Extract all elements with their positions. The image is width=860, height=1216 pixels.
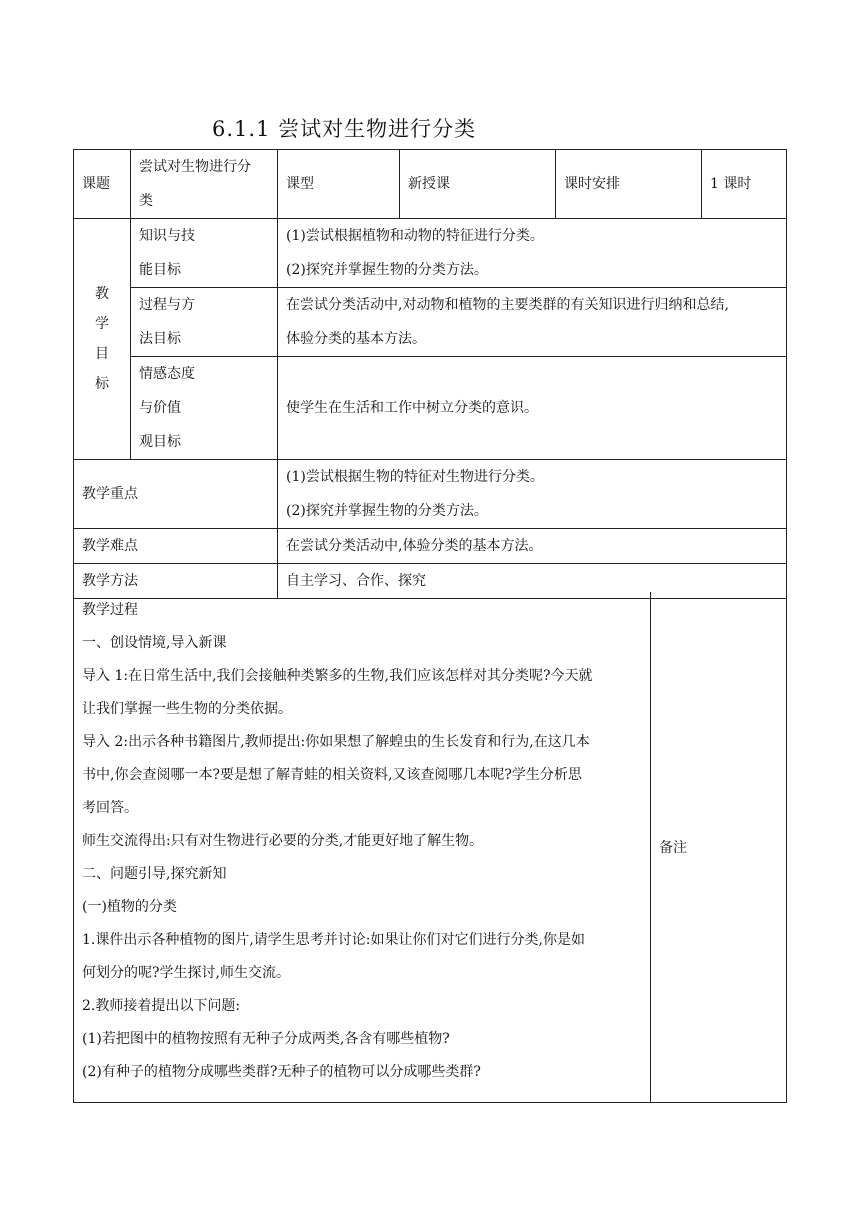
process-line: 一、创设情境,导入新课 [82, 635, 227, 651]
methods-label: 教学方法 [74, 564, 278, 599]
process-line: 何划分的呢?学生探讨,师生交流。 [82, 965, 290, 981]
process-line: 1.课件出示各种植物的图片,请学生思考并讨论:如果让你们对它们进行分类,你是如 [82, 932, 585, 948]
schedule-label: 课时安排 [556, 150, 702, 219]
process-line: 师生交流得出:只有对生物进行必要的分类,才能更好地了解生物。 [82, 833, 484, 849]
process-line: (1)若把图中的植物按照有无种子分成两类,各含有哪些植物? [82, 1031, 450, 1047]
process-line: 教学过程 [82, 602, 138, 618]
difficult-points-row [74, 529, 787, 564]
header-row [74, 150, 787, 219]
subject-label: 课题 [74, 150, 131, 219]
key-points-label: 教学重点 [74, 460, 278, 529]
goal-process-label: 过程与方 法目标 [131, 288, 278, 357]
process-line: (2)有种子的植物分成哪些类群?无种子的植物可以分成哪些类群? [82, 1064, 481, 1080]
goal-emotion-content: 使学生在生活和工作中树立分类的意识。 [278, 357, 787, 460]
goal-knowledge-content: (1)尝试根据植物和动物的特征进行分类。 (2)探究并掌握生物的分类方法。 [278, 219, 787, 288]
key-points-row [74, 460, 787, 529]
goal-emotion-row [74, 357, 787, 460]
process-line: (一)植物的分类 [82, 899, 177, 915]
process-line: 导入 1:在日常生活中,我们会接触种类繁多的生物,我们应该怎样对其分类呢?今天就 [82, 668, 593, 684]
process-line: 二、问题引导,探究新知 [82, 866, 227, 882]
type-value: 新授课 [400, 150, 556, 219]
methods-content: 自主学习、合作、探究 [278, 564, 787, 599]
process-line: 导入 2:出示各种书籍图片,教师提出:你如果想了解蝗虫的生长发育和行为,在这几本 [82, 734, 590, 750]
teaching-process-table [73, 592, 787, 1103]
process-line: 让我们掌握一些生物的分类依据。 [82, 701, 292, 717]
type-label: 课型 [278, 150, 400, 219]
process-line: 考回答。 [82, 800, 138, 816]
subject-value-line: 尝试对生物进行分 [139, 159, 251, 175]
process-line: 书中,你会查阅哪一本?要是想了解青蛙的相关资料,又该查阅哪几本呢?学生分析思 [82, 767, 582, 783]
lesson-plan-table [73, 149, 787, 599]
goal-knowledge-label: 知识与技 能目标 [131, 219, 278, 288]
teaching-process-row [74, 592, 787, 1102]
subject-value-line: 类 [139, 193, 153, 209]
goal-process-row [74, 288, 787, 357]
difficult-points-label: 教学难点 [74, 529, 278, 564]
process-line: 2.教师接着提出以下问题: [82, 998, 241, 1014]
key-points-content: (1)尝试根据生物的特征对生物进行分类。 (2)探究并掌握生物的分类方法。 [278, 460, 787, 529]
goal-emotion-label: 情感态度 与价值 观目标 [131, 357, 278, 460]
schedule-value: 1 课时 [702, 150, 787, 219]
teaching-process-content [74, 592, 651, 1102]
process-note-label: 备注 [651, 592, 787, 1102]
goal-process-content: 在尝试分类活动中,对动物和植物的主要类群的有关知识进行归纳和总结, 体验分类的基本方法。 [278, 288, 787, 357]
goal-knowledge-row [74, 219, 787, 288]
difficult-points-content: 在尝试分类活动中,体验分类的基本方法。 [278, 529, 787, 564]
subject-value [131, 150, 278, 219]
document-title: 6.1.1 尝试对生物进行分类 [212, 117, 477, 141]
goals-group-label: 教 学 目 标 [74, 219, 131, 460]
